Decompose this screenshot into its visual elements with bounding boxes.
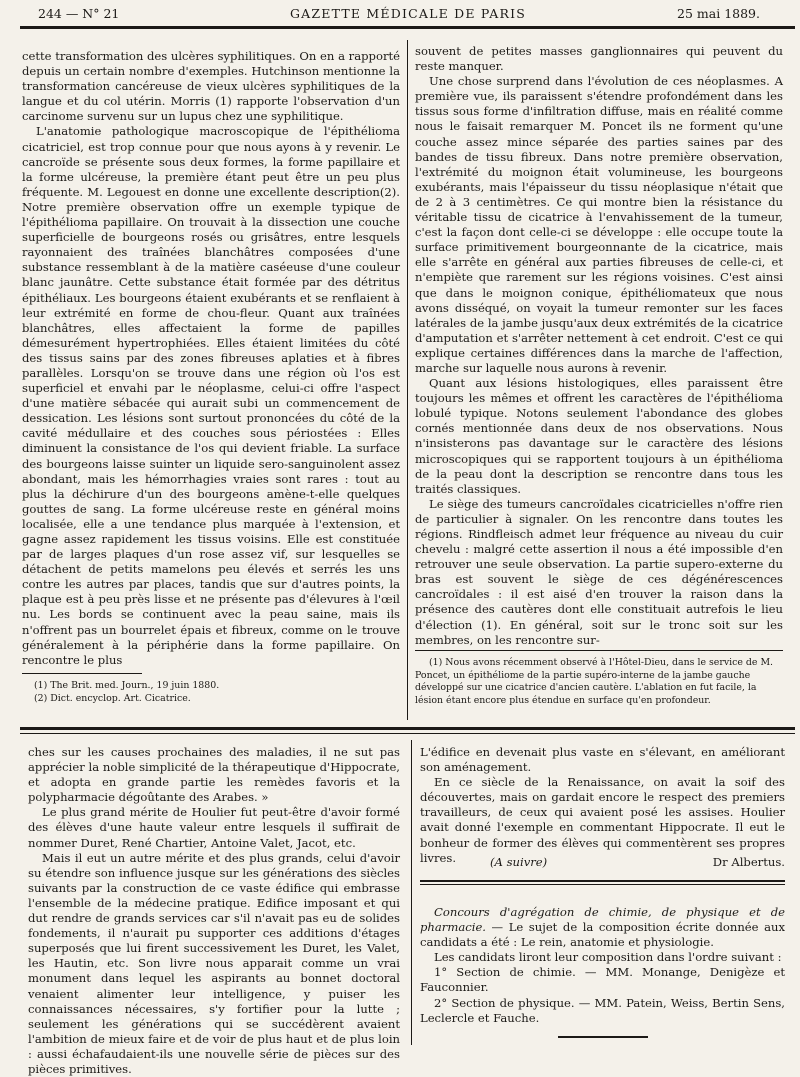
news-rule-thin: [420, 884, 785, 885]
lower-left-column: [28, 745, 400, 1076]
concours-section-physique: 2° Section de physique. — MM. Patein, Weiss, Bertin Sens, Leclercle et Fauche.: [420, 995, 785, 1025]
upper-right-footnotes: [415, 657, 783, 711]
paragraph: L'anatomie pathologique macroscopique de l'épithélioma cicatriciel, est trop connue pour que nous ayons à y revenir. Le cancroïde se présente sous deux formes, la forme papillaire et la forme ulcéreuse, la première étant peut être un peu plus fréquente. M. Legouest en donne une excellente description(2). Notre première observation offre un exemple typique de l'épithélioma papillaire. On trouvait à la dissection une couche superficielle de bourgeons rosés ou grisâtres, entre lesquels rayonnaient des traînées blanchâtres composées d'une substance ressemblant à de la matière caséeuse d'une couleur blanc jaunâtre. Cette substance était formée par des détritus épithéliaux. Les bourgeons étaient exubérants et se renflaient à leur extrémité en forme de chou-fleur. Quant aux traînées blanchâtres, elles affectaient la forme de papilles démesurément hypertrophiées. Elles étaient limitées du côté des tissus sains par des zones fibreuses aplaties et à fibres parallèles. Lorsqu'on se trouve dans une région où l'os est superficiel et envahi par le néoplasme, celui-ci offre l'aspect d'une matière sébacée qui aurait subi un commencement de dessication. Les lésions sont surtout prononcées du côté de la cavité médullaire et des couches sous périostées : Elles diminuent la consistance de l'os qui devient friable. La surface des bourgeons laisse suinter un liquide sero-sanguinolent assez abondant, mais les hémorrhagies vraies sont rares : tout au plus la déchirure d'un des bourgeons amène-t-elle quelques gouttes de sang. La forme ulcéreuse reste en général moins localisée, elle a une tendance plus marquée à l'extension, et gagne assez rapidement les tissus voisins. Elle est constituée par de larges plaques d'un rose assez vif, sur lesquelles se détachent de petits mamelons peu élevés et serrés les uns contre les autres par places, tandis que sur d'autres points, la plaque est à peu près lisse et ne présente pas d'élevures à l'œil nu. Les bords se continuent avec la peau saine, mais ils n'offrent pas un bourrelet épais et fibreux, comme on le trouve généralement à la périphérie dans la forme papillaire. On rencontre le plus: [22, 124, 400, 667]
concours-notice: [420, 905, 785, 1045]
to-follow-note: (A suivre): [490, 855, 548, 869]
concours-title: Concours d'agrégation de chimie, de physique et de pharmacie.: [420, 905, 785, 935]
paragraph: Une chose surprend dans l'évolution de ces néoplasmes. A première vue, ils paraissent s'étendre profondément dans les tissus sous forme d'infiltration diffuse, mais en réalité comme nous le faisait remarquer M. Poncet ils ne forment qu'une couche assez mince séparée des parties saines par des bandes de tissu fibreux. Dans notre première observation, l'extrémité du moignon était volumineuse, les bourgeons exubérants, mais l'épaisseur du tissu néoplasique n'était que de 2 à 3 centimètres. Ce qui montre bien la résistance du véritable tissu de cicatrice à l'envahissement de la tumeur, c'est la façon dont celle-ci se développe : elle occupe toute la surface primitivement bourgeonnante de la cicatrice, mais elle s'arrête en général aux parties fibreuses de celle-ci, et n'empiète que rarement sur les régions voisines. C'est ainsi que dans le moignon conique, épithéliomateux que nous avons disséqué, on voyait la tumeur remonter sur les faces latérales de la jambe jusqu'aux deux extrémités de la cicatrice d'amputation et s'arrêter nettement à cet endroit. C'est ce qui explique certaines différences dans la marche de l'affection, marche sur laquelle nous aurons à revenir.: [415, 74, 783, 375]
page-number-issue: 244 — N° 21: [38, 6, 120, 21]
paragraph: souvent de petites masses ganglionnaires qui peuvent du reste manquer.: [415, 44, 783, 74]
paragraph: Mais il eut un autre mérite et des plus grands, celui d'avoir su étendre son influence jusque sur les générations des siècles suivants par la construction de ce vaste édifice qui embrasse l'ensemble de la médecine pratique. Edifice imposant et qui dut rendre de grands services car s'il n'avait pas eu de solides fondements, il n'aurait pu supporter ces additions d'étages superposés que lui firent successivement les Duret, les Valet, les Hautin, etc. Son livre nous apparait comme un vrai monument dans lequel les aspirants au bonnet doctoral venaient alimenter leur intelligence, y puiser les connaissances nécessaires, s'y fortifier pour la lutte ; seulement les générations qui se succédèrent avaient l'ambition de mieux faire et de voir de plus haut et de plus loin : aussi échafaudaient-ils une nouvelle série de pièces sur des pièces primitives.: [28, 850, 400, 1076]
paragraph: L'édifice en devenait plus vaste en s'élevant, en améliorant son aménagement.: [420, 745, 785, 775]
paragraph: cette transformation des ulcères syphilitiques. On en a rapporté depuis un certain nombre d'exemples. Hutchinson mentionne la transformation cancéreuse de vieux ulcères syphilitiques de la langue et du col utérin. Morris (1) rapporte l'observation d'un carcinome survenu sur un lupus chez une syphilitique.: [22, 49, 401, 124]
author-signature: Dr Albertus.: [712, 855, 785, 869]
footnote-rule: [22, 673, 142, 674]
column-divider-upper: [407, 40, 408, 720]
issue-date: 25 mai 1889.: [677, 6, 760, 21]
news-rule: [420, 880, 785, 882]
upper-right-column: [415, 44, 783, 647]
upper-left-column: [22, 49, 400, 669]
section-rule-thin: [20, 733, 795, 734]
header-rule: [20, 26, 795, 29]
paragraph: En ce siècle de la Renaissance, on avait la soif des découvertes, mais on gardait encore le respect des premiers travailleurs, de ceux qui avaient posé les assises. Houlier avait donné l'exemple en commentant Hippocrate. Il eut le bonheur de former des élèves qui commentèrent ses propres livres.: [420, 775, 785, 865]
paragraph: Le plus grand mérite de Houlier fut peut-être d'avoir formé des élèves d'une haute valeur entre lesquels il suffirait de nommer Duret, René Chartier, Antoine Valet, Jacot, etc.: [28, 805, 400, 850]
footnote-rule: [415, 650, 783, 651]
concours-paragraph: [420, 905, 785, 950]
upper-left-footnotes: [34, 680, 394, 710]
closing-rule: [558, 1036, 648, 1038]
journal-title: GAZETTE MÉDICALE DE PARIS: [290, 6, 527, 21]
article-closing: [420, 855, 785, 869]
lower-right-column: [420, 745, 785, 865]
footnote: (2) Dict. encyclop. Art. Cicatrice.: [34, 692, 191, 704]
column-divider-lower: [411, 740, 412, 1045]
concours-intro: — Le sujet de la composition écrite donnée aux candidats a été : Le rein, anatomie et physiologie.: [420, 920, 785, 950]
section-rule: [20, 727, 795, 730]
footnote: (1) Nous avons récemment observé à l'Hôtel-Dieu, dans le service de M. Poncet, un épithéliome de la partie supéro-interne de la jambe gauche développé sur une cicatrice d'ancien cautère. L'ablation en fut facile, la lésion étant encore plus étendue en surface qu'en profondeur.: [415, 657, 774, 706]
paragraph: ches sur les causes prochaines des maladies, il ne sut pas apprécier la noble simplicité de la thérapeutique d'Hippocrate, et adopta en grande partie les remèdes favoris et la polypharmacie dégoûtante des Arabes. »: [28, 745, 400, 805]
paragraph: Le siège des tumeurs cancroïdales cicatricielles n'offre rien de particulier à signaler. On les rencontre dans toutes les régions. Rindfleisch admet leur fréquence au niveau du cuir chevelu : malgré cette assertion il nous a été impossible d'en retrouver une seule observation. La partie supero-externe du bras est souvent le siège de ces dégénérescences cancroïdales : il est aisé d'en trouver la raison dans la présence des cautères dont elle constituait autrefois le lieu d'élection (1). En général, soit sur le tronc soit sur les membres, on les rencontre sur-: [415, 496, 783, 647]
concours-section-chimie: 1° Section de chimie. — MM. Monange, Denigèze et Fauconnier.: [420, 965, 785, 995]
footnote: (1) The Brit. med. Journ., 19 juin 1880.: [34, 680, 220, 691]
concours-order: Les candidats liront leur composition dans l'ordre suivant :: [434, 950, 782, 965]
paragraph: Quant aux lésions histologiques, elles paraissent être toujours les mêmes et offrent les caractères de l'épithélioma lobulé typique. Notons seulement l'abondance des globes cornés mentionnée dans deux de nos observations. Nous n'insisterons pas davantage sur le caractère des lésions microscopiques qui se rapportent toujours à un épithélioma de la peau dont la description se rencontre dans tous les traités classiques.: [415, 376, 783, 496]
